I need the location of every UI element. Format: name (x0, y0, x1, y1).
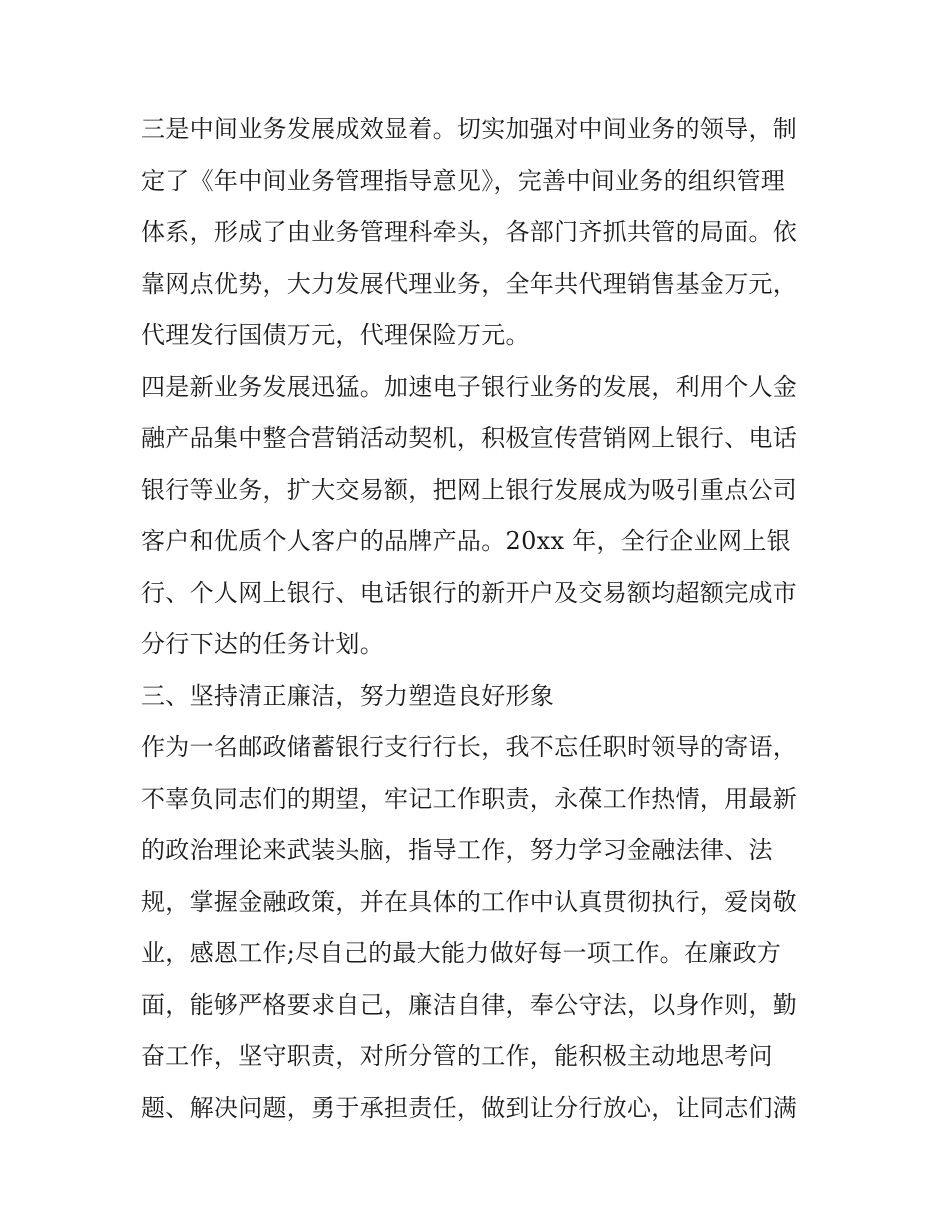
text-line: 行、个人网上银行、电话银行的新开户及交易额均超额完成市 (141, 578, 798, 607)
text-line: 分行下达的任务计划。 (141, 630, 384, 658)
text-line: 银行等业务，扩大交易额，把网上银行发展成为吸引重点公司 (141, 475, 798, 504)
text-line: 奋工作，坚守职责，对所分管的工作，能积极主动地思考问 (141, 1042, 773, 1070)
text-line: 面，能够严格要求自己，廉洁自律，奉公守法，以身作则，勤 (141, 990, 798, 1019)
text-line: 三是中间业务发展成效显着。切实加强对中间业务的领导，制 (141, 115, 798, 143)
text-line: 不辜负同志们的期望，牢记工作职责，永葆工作热情，用最新 (141, 784, 798, 813)
document-body (141, 104, 813, 1134)
text-line: 业，感恩工作;尽自己的最大能力做好每一项工作。在廉政方 (141, 939, 782, 967)
text-line: 定了《年中间业务管理指导意见》，完善中间业务的组织管理 (141, 166, 786, 195)
text-line: 四是新业务发展迅猛。加速电子银行业务的发展，利用个人金 (141, 372, 798, 401)
text-line: 代理发行国债万元，代理保险万元。 (141, 321, 530, 349)
text-line: 作为一名邮政储蓄银行支行行长，我不忘任职时领导的寄语， (141, 733, 798, 761)
text-line: 靠网点优势，大力发展代理业务，全年共代理销售基金万元， (141, 269, 798, 298)
section-heading: 三、坚持清正廉洁，努力塑造良好形象 (141, 681, 555, 710)
text-line: 体系，形成了由业务管理科牵头，各部门齐抓共管的局面。依 (141, 218, 798, 246)
text-line: 客户和优质个人客户的品牌产品。20xx 年，全行企业网上银 (141, 527, 791, 555)
text-line: 规，掌握金融政策，并在具体的工作中认真贯彻执行，爱岗敬 (141, 887, 798, 916)
text-line: 的政治理论来武装头脑，指导工作，努力学习金融法律、法 (141, 836, 773, 864)
text-line: 题、解决问题，勇于承担责任，做到让分行放心，让同志们满 (141, 1093, 798, 1122)
text-line: 融产品集中整合营销活动契机，积极宣传营销网上银行、电话 (141, 424, 798, 452)
